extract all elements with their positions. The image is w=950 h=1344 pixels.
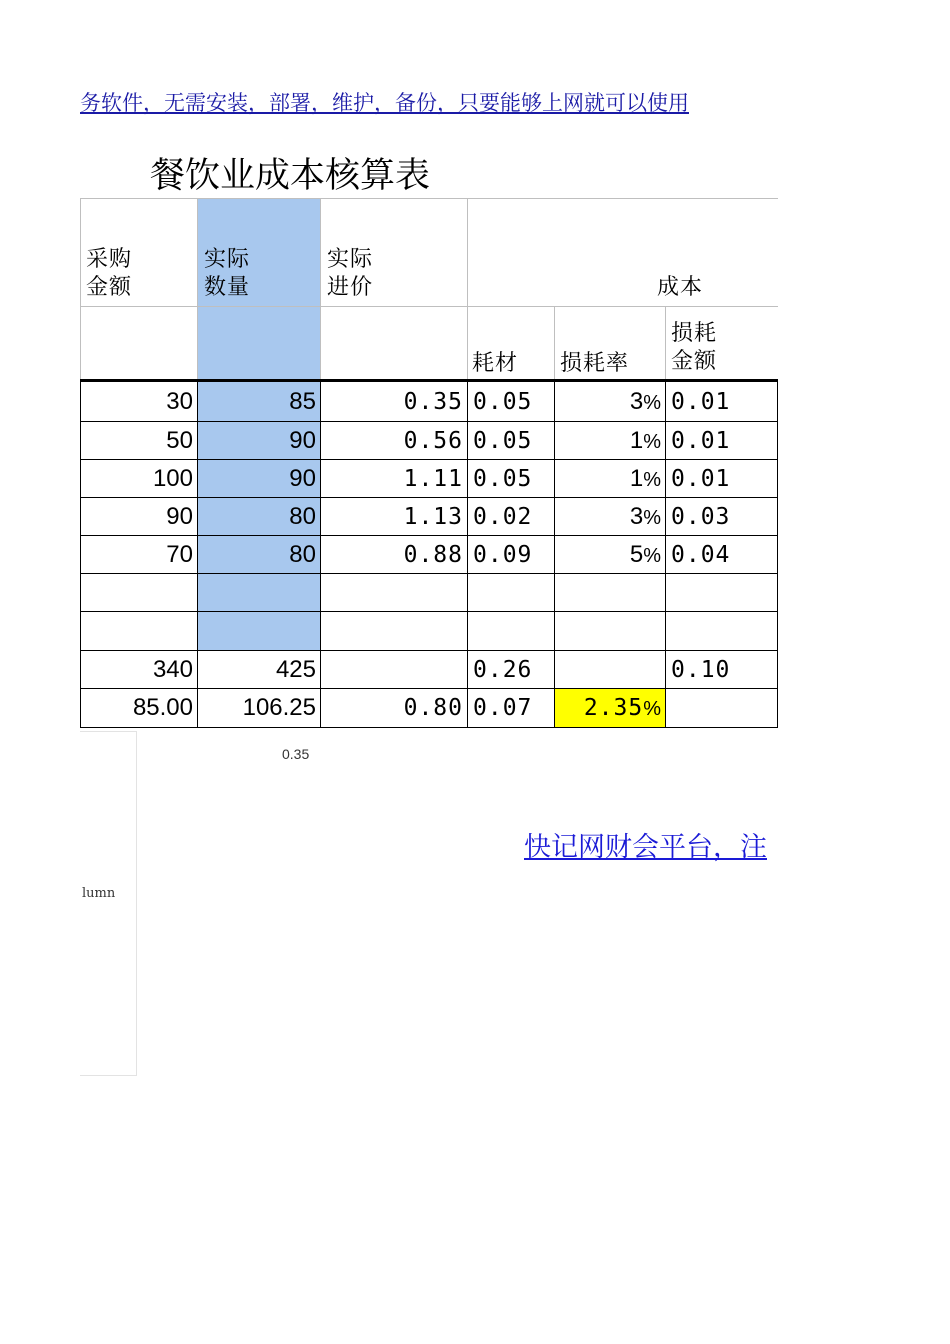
sheet-title: 餐饮业成本核算表 <box>150 156 431 196</box>
platform-link[interactable]: 快记网财会平台，注 <box>524 832 767 863</box>
header-divider <box>320 198 321 380</box>
header-bottom-rule <box>80 379 778 382</box>
cell-purchase[interactable]: 70 <box>166 541 193 568</box>
header-left-border <box>80 198 81 380</box>
chart-frame-right <box>136 731 137 1076</box>
cost-table <box>80 198 778 728</box>
chart-tick-label: 0.35 <box>282 746 310 762</box>
header-divider <box>554 306 555 380</box>
rate-number: 2.35 <box>583 695 644 721</box>
grid-line <box>467 380 468 728</box>
percent-sign: % <box>643 507 661 529</box>
cell-material[interactable]: 0.05 <box>473 389 533 415</box>
cell-material[interactable]: 0.26 <box>473 657 533 683</box>
percent-sign: % <box>643 431 661 453</box>
cell-material[interactable] <box>473 612 550 650</box>
cell-loss[interactable] <box>671 612 773 650</box>
cell-qty[interactable]: 106.25 <box>242 694 316 721</box>
cell-price[interactable]: 1.13 <box>403 504 463 530</box>
percent-sign: % <box>643 698 661 720</box>
rate-number: 5 <box>629 541 644 568</box>
header-actual-qty: 实际 数量 <box>204 247 251 300</box>
grid-line <box>80 727 778 728</box>
cell-loss[interactable]: 0.01 <box>671 428 731 454</box>
grid-line <box>665 380 666 728</box>
cell-price[interactable]: 0.88 <box>403 542 463 568</box>
cell-qty[interactable]: 425 <box>275 656 316 683</box>
rate-number: 1 <box>629 427 644 454</box>
header-material: 耗材 <box>472 351 519 376</box>
cell-material[interactable]: 0.07 <box>473 695 533 721</box>
cell-purchase[interactable]: 85.00 <box>132 694 193 721</box>
header-top-border <box>80 198 778 199</box>
header-cost-group: 成本 <box>657 275 704 300</box>
cell-purchase[interactable]: 100 <box>152 465 193 492</box>
cell-purchase[interactable]: 50 <box>166 427 193 454</box>
rate-number: 3 <box>629 388 644 415</box>
cell-rate[interactable] <box>554 422 661 460</box>
cell-price[interactable]: 0.56 <box>403 428 463 454</box>
chart-frame-top <box>80 731 136 732</box>
cell-purchase[interactable]: 90 <box>166 503 193 530</box>
cell-loss[interactable]: 0.01 <box>671 389 731 415</box>
header-divider <box>665 306 666 380</box>
header-loss-rate: 损耗率 <box>560 351 630 376</box>
cell-purchase[interactable]: 30 <box>166 388 193 415</box>
cell-rate[interactable] <box>554 536 661 574</box>
rate-number: 3 <box>629 503 644 530</box>
cell-purchase[interactable] <box>80 574 193 612</box>
chart-frame-bottom <box>80 1075 136 1076</box>
cell-qty[interactable] <box>197 612 316 650</box>
cell-loss[interactable]: 0.01 <box>671 466 731 492</box>
cell-material[interactable]: 0.02 <box>473 504 533 530</box>
cell-qty[interactable]: 90 <box>289 465 316 492</box>
cell-qty[interactable] <box>197 574 316 612</box>
cell-loss[interactable]: 0.04 <box>671 542 731 568</box>
header-divider <box>467 198 468 380</box>
cell-qty[interactable]: 80 <box>289 503 316 530</box>
cell-price[interactable]: 0.80 <box>403 695 463 721</box>
header-actual-price: 实际 进价 <box>327 247 374 300</box>
percent-sign: % <box>643 469 661 491</box>
rate-number: 1 <box>629 465 644 492</box>
cell-purchase[interactable]: 340 <box>152 656 193 683</box>
grid-line <box>777 380 778 728</box>
cell-price[interactable] <box>320 612 463 650</box>
cell-material[interactable] <box>473 574 550 612</box>
header-divider <box>197 198 198 380</box>
cell-qty[interactable]: 90 <box>289 427 316 454</box>
cell-loss[interactable]: 0.03 <box>671 504 731 530</box>
cell-rate[interactable] <box>554 498 661 536</box>
cell-rate[interactable] <box>554 612 661 650</box>
chart-legend-fragment: lumn <box>82 886 116 901</box>
cell-price[interactable]: 0.35 <box>403 389 463 415</box>
percent-sign: % <box>643 545 661 567</box>
cell-loss[interactable]: 0.10 <box>671 657 731 683</box>
cell-rate[interactable] <box>554 383 661 421</box>
header-purchase-amount: 采购 金额 <box>86 247 133 300</box>
cell-rate[interactable] <box>554 689 661 727</box>
cell-loss[interactable] <box>671 574 773 612</box>
header-row-divider <box>80 306 778 307</box>
cell-rate[interactable] <box>554 651 661 689</box>
promo-link[interactable]: 务软件，无需安装，部署，维护，备份，只要能够上网就可以使用 <box>80 91 689 115</box>
cell-qty[interactable]: 85 <box>289 388 316 415</box>
cell-price[interactable] <box>320 651 463 689</box>
cell-rate[interactable] <box>554 460 661 498</box>
cell-material[interactable]: 0.05 <box>473 466 533 492</box>
cell-price[interactable]: 1.11 <box>403 466 463 492</box>
header-loss-amount: 损耗 金额 <box>671 321 718 374</box>
cell-purchase[interactable] <box>80 612 193 650</box>
cell-material[interactable]: 0.09 <box>473 542 533 568</box>
cell-qty[interactable]: 80 <box>289 541 316 568</box>
percent-sign: % <box>643 392 661 414</box>
cell-loss[interactable] <box>671 689 773 727</box>
cell-material[interactable]: 0.05 <box>473 428 533 454</box>
cell-price[interactable] <box>320 574 463 612</box>
cell-rate[interactable] <box>554 574 661 612</box>
